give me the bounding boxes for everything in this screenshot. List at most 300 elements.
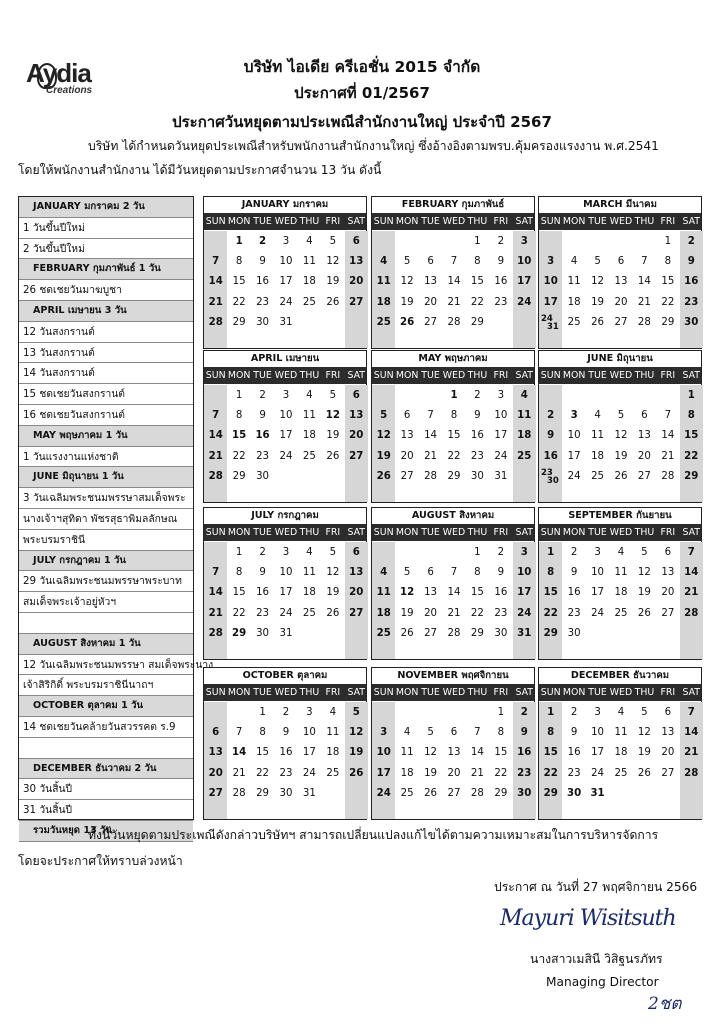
calendar-day: 8 <box>547 567 555 579</box>
weekday-label: SUN <box>205 216 226 227</box>
calendar-day: 26 <box>614 470 628 482</box>
calendar-day: 4 <box>403 727 411 739</box>
calendar-day: 9 <box>259 256 266 268</box>
calendar-day: 11 <box>302 410 316 422</box>
calendar-day: 25 <box>302 607 316 619</box>
calendar-day: 7 <box>450 567 458 579</box>
calendar-day: 5 <box>641 707 648 718</box>
calendar-day: 22 <box>256 767 270 779</box>
calendar-holiday-day: 2 <box>259 236 267 247</box>
calendar-day: 16 <box>470 430 484 442</box>
weekday-label: MON <box>395 527 419 538</box>
calendar-day: 4 <box>570 256 578 268</box>
calendar-day: 23 <box>517 767 532 779</box>
calendar-day: 15 <box>684 430 699 442</box>
holiday-month-header: JUNE มิถุนายน 1 วัน <box>19 467 193 488</box>
calendar-day: 11 <box>567 276 581 288</box>
calendar-day: 15 <box>470 587 484 599</box>
calendar-day: 26 <box>326 450 340 462</box>
calendar-day: 10 <box>279 256 293 268</box>
calendar-day: 9 <box>687 256 695 268</box>
calendar-day: 17 <box>302 747 316 759</box>
holiday-list <box>18 196 214 836</box>
calendar-month-title: MARCH มีนาคม <box>539 197 701 214</box>
calendar-day: 2 <box>259 390 266 401</box>
calendar-holiday-day: 26 <box>400 316 415 328</box>
calendar-day: 21 <box>232 767 246 779</box>
weekday-label: TUE <box>421 687 440 698</box>
calendar-day: 13 <box>424 276 438 288</box>
calendar-day: 3 <box>306 707 313 718</box>
intro-line-2: โดยให้พนักงานสำนักงาน ได้มีวันหยุดตามประกาศจำนวน 13 วัน ดังนี้ <box>18 163 382 177</box>
calendar-day: 19 <box>614 450 628 462</box>
weekday-label: TUE <box>588 687 607 698</box>
month-calendar <box>538 667 702 820</box>
weekday-label: THU <box>299 216 320 227</box>
weekday-label: MON <box>227 216 251 227</box>
calendar-holiday-day: 12 <box>400 587 415 599</box>
calendar-day: 18 <box>567 296 581 308</box>
calendar-day: 4 <box>380 567 388 579</box>
weekday-header <box>539 213 701 230</box>
calendar-day: 6 <box>664 707 672 718</box>
holiday-month-header: JANUARY มกราคม 2 วัน <box>19 197 193 218</box>
weekday-label: FRI <box>325 216 341 227</box>
calendar-day: 30 <box>279 787 293 799</box>
calendar-day: 14 <box>661 430 675 442</box>
calendar-day: 25 <box>302 296 316 308</box>
calendar-day: 22 <box>543 607 558 619</box>
calendar-day: 29 <box>232 470 246 482</box>
calendar-day: 20 <box>349 430 364 442</box>
weekday-label: SAT <box>682 370 701 381</box>
calendar-day: 11 <box>376 276 391 288</box>
calendar-day: 10 <box>279 567 293 579</box>
calendar-day: 2 <box>497 236 505 247</box>
calendar-day: 26 <box>376 470 391 482</box>
calendar-day: 13 <box>637 430 651 442</box>
calendar-day: 4 <box>306 547 313 558</box>
calendar-day: 3 <box>380 727 388 739</box>
calendar-holiday-day: 13 <box>349 410 364 422</box>
calendar-day: 21 <box>637 296 651 308</box>
calendar-day: 1 <box>664 236 672 247</box>
calendar-day: 13 <box>661 567 675 579</box>
calendar-month-title: NOVEMBER พฤศจิกายน <box>372 668 534 685</box>
weekday-label: SUN <box>205 527 226 538</box>
calendar-day: 2 <box>497 547 505 558</box>
calendar-day: 29 <box>494 787 508 799</box>
weekday-label: MON <box>227 527 251 538</box>
month-calendar <box>203 667 367 820</box>
holiday-item: 12 วันเฉลิมพระชนมพรรษา สมเด็จพระนาง <box>19 655 193 676</box>
split-day-top: 24 <box>541 313 553 324</box>
calendar-day: 3 <box>547 256 555 268</box>
calendar-holiday-day: 16 <box>255 430 270 442</box>
calendar-day: 11 <box>376 587 391 599</box>
calendar-day: 17 <box>517 276 532 288</box>
calendar-day: 27 <box>447 787 461 799</box>
announcement-number: ประกาศที่ 01/2567 <box>294 84 430 102</box>
calendar-day: 22 <box>470 296 484 308</box>
calendar-day: 13 <box>424 587 438 599</box>
calendar-day: 26 <box>326 296 340 308</box>
calendar-month-title: SEPTEMBER กันยายน <box>539 508 701 525</box>
calendar-day: 6 <box>403 410 411 422</box>
calendar-day: 11 <box>614 727 628 739</box>
calendar-day: 14 <box>637 276 651 288</box>
holiday-item: เจ้าสิริกิติ์ พระบรมราชินีนาถฯ <box>19 675 193 696</box>
calendar-day: 19 <box>637 747 651 759</box>
calendar-day: 15 <box>256 747 270 759</box>
calendar-day: 15 <box>232 587 246 599</box>
calendar-day: 22 <box>543 767 558 779</box>
calendar-day: 10 <box>591 727 605 739</box>
calendar-day: 16 <box>494 587 508 599</box>
calendar-day: 28 <box>208 316 223 328</box>
weekday-label: FRI <box>493 216 509 227</box>
month-calendar <box>371 350 535 503</box>
calendar-day: 29 <box>543 627 558 639</box>
month-calendar <box>371 507 535 660</box>
weekday-label: SAT <box>682 687 701 698</box>
calendar-day: 1 <box>235 547 243 558</box>
weekday-label: FRI <box>493 370 509 381</box>
calendar-day: 7 <box>687 547 695 558</box>
calendar-holiday-day: 30 <box>567 787 582 799</box>
calendar-day: 9 <box>497 567 505 579</box>
weekday-label: TUE <box>421 370 440 381</box>
calendar-day: 16 <box>567 587 581 599</box>
calendar-day: 22 <box>232 296 246 308</box>
calendar-day: 18 <box>326 747 340 759</box>
weekday-label: THU <box>467 370 488 381</box>
holiday-month-header: APRIL เมษายน 3 วัน <box>19 301 193 322</box>
weekday-label: THU <box>467 687 488 698</box>
signatory-name: นางสาวเมสินี วิสิฐนรภัทร <box>530 952 663 966</box>
calendar-day: 29 <box>543 787 558 799</box>
calendar-day: 31 <box>279 627 293 639</box>
weekday-label: SAT <box>515 370 534 381</box>
calendar-day: 21 <box>447 296 461 308</box>
weekday-label: WED <box>274 527 298 538</box>
calendar-day: 2 <box>520 707 528 718</box>
calendar-day: 29 <box>470 316 484 328</box>
calendar-day: 24 <box>302 767 316 779</box>
calendar-day: 20 <box>614 296 628 308</box>
calendar-day: 1 <box>474 236 481 247</box>
calendar-day: 5 <box>329 390 337 401</box>
holiday-month-header: JULY กรกฎาคม 1 วัน <box>19 551 193 572</box>
calendar-day: 5 <box>403 567 411 579</box>
holiday-item: 30 วันสิ้นปี <box>19 779 193 800</box>
calendar-day: 16 <box>517 747 532 759</box>
calendar-day: 23 <box>279 767 293 779</box>
weekday-label: SUN <box>540 527 561 538</box>
split-day-bottom: 30 <box>547 475 559 486</box>
calendar-day: 4 <box>329 707 337 718</box>
calendar-day: 25 <box>614 767 628 779</box>
calendar-day: 19 <box>326 276 340 288</box>
weekday-label: THU <box>634 527 655 538</box>
calendar-day: 7 <box>474 727 481 739</box>
calendar-day: 26 <box>424 787 438 799</box>
calendar-day: 27 <box>400 470 414 482</box>
calendar-day: 9 <box>259 410 266 422</box>
company-logo: Aydia <box>26 58 91 88</box>
calendar-day: 4 <box>617 707 625 718</box>
weekday-label: TUE <box>588 370 607 381</box>
calendar-day: 13 <box>614 276 628 288</box>
calendar-month-title: MAY พฤษภาคม <box>372 351 534 368</box>
calendar-day: 12 <box>326 256 340 268</box>
calendar-day: 20 <box>349 587 364 599</box>
calendar-day: 26 <box>326 607 340 619</box>
weekday-label: SAT <box>347 216 366 227</box>
calendar-day: 7 <box>235 727 243 739</box>
holiday-item: พระบรมราชินี <box>19 530 193 551</box>
calendar-day: 1 <box>497 707 505 718</box>
calendar-day: 27 <box>208 787 223 799</box>
weekday-label: FRI <box>660 370 676 381</box>
weekday-label: TUE <box>588 216 607 227</box>
calendar-day: 4 <box>617 547 625 558</box>
calendar-month-title: DECEMBER ธันวาคม <box>539 668 701 685</box>
calendar-day: 8 <box>547 727 555 739</box>
calendar-day: 28 <box>684 767 699 779</box>
calendar-day: 21 <box>470 767 484 779</box>
company-logo-subtitle: Creations <box>46 85 93 96</box>
calendar-day: 15 <box>661 276 675 288</box>
calendar-day: 14 <box>208 587 223 599</box>
calendar-day: 14 <box>470 747 484 759</box>
calendar-day: 23 <box>684 296 699 308</box>
weekday-label: MON <box>562 370 586 381</box>
calendar-day: 9 <box>497 256 505 268</box>
month-calendar <box>538 350 702 503</box>
holiday-item: 14 ชดเชยวันคล้ายวันสวรรคต ร.9 <box>19 717 193 738</box>
calendar-day: 12 <box>376 430 391 442</box>
holiday-month-header: AUGUST สิงหาคม 1 วัน <box>19 634 193 655</box>
holiday-item: 13 วันสงกรานต์ <box>19 343 193 364</box>
weekday-label: MON <box>395 370 419 381</box>
calendar-day: 29 <box>256 787 270 799</box>
calendar-day: 30 <box>567 627 581 639</box>
calendar-day: 3 <box>282 236 290 247</box>
month-calendar <box>203 507 367 660</box>
calendar-holiday-day: 14 <box>232 747 247 759</box>
weekday-label: THU <box>467 216 488 227</box>
calendar-day: 3 <box>594 547 601 558</box>
calendar-day: 28 <box>208 470 223 482</box>
calendar-day: 20 <box>349 276 364 288</box>
calendar-day: 23 <box>256 296 270 308</box>
calendar-day: 20 <box>424 607 438 619</box>
calendar-day: 18 <box>376 296 391 308</box>
calendar-day: 9 <box>282 727 290 739</box>
calendar-day: 1 <box>687 390 695 401</box>
calendar-day: 27 <box>661 607 675 619</box>
weekday-label: MON <box>227 687 251 698</box>
weekday-label: SUN <box>373 370 394 381</box>
calendar-day: 6 <box>212 727 220 739</box>
weekday-label: THU <box>299 687 320 698</box>
calendar-day: 20 <box>400 450 414 462</box>
calendar-day: 30 <box>256 470 270 482</box>
calendar-day: 11 <box>517 410 532 422</box>
calendar-holiday-day: 3 <box>570 410 578 422</box>
weekday-label: WED <box>609 216 633 227</box>
calendar-day: 18 <box>591 450 605 462</box>
calendar-day: 31 <box>494 470 508 482</box>
calendar-day: 17 <box>591 747 605 759</box>
calendar-day: 29 <box>684 470 699 482</box>
calendar-day: 12 <box>591 276 605 288</box>
calendar-day: 5 <box>380 410 388 422</box>
calendar-day: 17 <box>279 587 293 599</box>
calendar-day: 29 <box>661 316 675 328</box>
weekday-label: THU <box>299 527 320 538</box>
calendar-day: 19 <box>400 296 414 308</box>
calendar-day: 19 <box>591 296 605 308</box>
calendar-day: 20 <box>424 296 438 308</box>
calendar-day: 9 <box>474 410 481 422</box>
calendar-day: 17 <box>279 430 293 442</box>
calendar-day: 3 <box>282 390 290 401</box>
weekday-header <box>372 213 534 230</box>
calendar-day: 19 <box>400 607 414 619</box>
holiday-item <box>19 738 193 759</box>
calendar-day: 10 <box>517 567 532 579</box>
calendar-day: 1 <box>547 547 555 558</box>
calendar-month-title: APRIL เมษายน <box>204 351 366 368</box>
calendar-day: 15 <box>232 276 246 288</box>
calendar-day: 16 <box>256 587 270 599</box>
calendar-day: 22 <box>684 450 699 462</box>
weekday-label: FRI <box>660 216 676 227</box>
weekday-header <box>372 524 534 541</box>
calendar-day: 3 <box>520 236 528 247</box>
weekday-label: WED <box>442 216 466 227</box>
calendar-day: 5 <box>617 410 625 422</box>
calendar-day: 11 <box>591 430 605 442</box>
calendar-day: 27 <box>424 627 438 639</box>
holiday-item: 14 วันสงกรานต์ <box>19 363 193 384</box>
calendar-day: 25 <box>567 316 581 328</box>
calendar-day: 28 <box>447 627 461 639</box>
calendar-day: 2 <box>259 547 266 558</box>
calendar-day: 24 <box>567 470 581 482</box>
calendar-day: 14 <box>208 276 223 288</box>
calendar-day: 28 <box>424 470 438 482</box>
calendar-holiday-day: 12 <box>325 410 340 422</box>
calendar-month-title: FEBRUARY กุมภาพันธ์ <box>372 197 534 214</box>
calendar-day: 16 <box>494 276 508 288</box>
holiday-month-header: รวมวันหยุด 13 วัน <box>19 821 193 842</box>
holiday-item: 2 วันขึ้นปีใหม่ <box>19 239 193 260</box>
calendar-day: 24 <box>279 450 293 462</box>
calendar-day: 6 <box>617 256 625 268</box>
calendar-day: 24 <box>376 787 391 799</box>
calendar-day: 18 <box>302 430 316 442</box>
calendar-day: 7 <box>450 256 458 268</box>
calendar-day: 28 <box>232 787 246 799</box>
calendar-day: 2 <box>570 707 578 718</box>
weekday-label: WED <box>609 687 633 698</box>
calendar-day: 10 <box>302 727 316 739</box>
calendar-day: 16 <box>256 276 270 288</box>
calendar-holiday-day: 15 <box>232 430 247 442</box>
calendar-day: 20 <box>637 450 651 462</box>
weekday-label: WED <box>442 527 466 538</box>
calendar-day: 21 <box>684 587 699 599</box>
calendar-day: 22 <box>661 296 675 308</box>
calendar-day: 29 <box>447 470 461 482</box>
holiday-item <box>19 613 193 634</box>
calendar-day: 11 <box>302 256 316 268</box>
calendar-day: 1 <box>259 707 266 718</box>
calendar-month-title: JANUARY มกราคม <box>204 197 366 214</box>
calendar-day: 17 <box>591 587 605 599</box>
holiday-item: 1 วันแรงงานแห่งชาติ <box>19 447 193 468</box>
holiday-month-header: MAY พฤษภาคม 1 วัน <box>19 426 193 447</box>
calendar-day: 2 <box>474 390 481 401</box>
calendar-day: 21 <box>684 747 699 759</box>
calendar-month-title: JUNE มิถุนายน <box>539 351 701 368</box>
calendar-day: 9 <box>570 567 578 579</box>
calendar-day: 7 <box>212 256 220 268</box>
calendar-day: 10 <box>591 567 605 579</box>
holiday-item: 31 วันสิ้นปี <box>19 800 193 821</box>
signature: Mayuri Wisitsuth <box>500 906 676 931</box>
calendar-day: 19 <box>326 430 340 442</box>
calendar-day: 4 <box>520 390 528 401</box>
calendar-day: 30 <box>470 470 484 482</box>
weekday-label: MON <box>562 216 586 227</box>
holiday-item: 12 วันสงกรานต์ <box>19 322 193 343</box>
weekday-label: WED <box>609 370 633 381</box>
calendar-day: 21 <box>424 450 438 462</box>
calendar-day: 15 <box>447 430 461 442</box>
calendar-day: 22 <box>447 450 461 462</box>
calendar-day: 15 <box>494 747 508 759</box>
calendar-day: 30 <box>494 627 508 639</box>
weekday-label: SAT <box>682 216 701 227</box>
calendar-day: 25 <box>517 450 532 462</box>
calendar-day: 19 <box>349 747 364 759</box>
calendar-day: 4 <box>306 390 313 401</box>
calendar-day: 20 <box>661 747 675 759</box>
month-calendar <box>203 196 367 349</box>
calendar-day: 27 <box>661 767 675 779</box>
calendar-day: 30 <box>256 316 270 328</box>
weekday-label: SAT <box>515 216 534 227</box>
calendar-day: 10 <box>279 410 293 422</box>
calendar-day: 16 <box>684 276 699 288</box>
calendar-day: 7 <box>212 567 220 579</box>
calendar-day: 3 <box>520 547 528 558</box>
calendar-day: 13 <box>400 430 414 442</box>
calendar-day: 17 <box>494 430 508 442</box>
calendar-day: 15 <box>470 276 484 288</box>
calendar-day: 21 <box>208 450 223 462</box>
calendar-day: 23 <box>256 607 270 619</box>
calendar-day: 18 <box>302 276 316 288</box>
calendar-holiday-day: 29 <box>232 627 247 639</box>
weekday-label: SUN <box>540 370 561 381</box>
weekday-label: MON <box>395 216 419 227</box>
calendar-day: 6 <box>352 236 360 247</box>
